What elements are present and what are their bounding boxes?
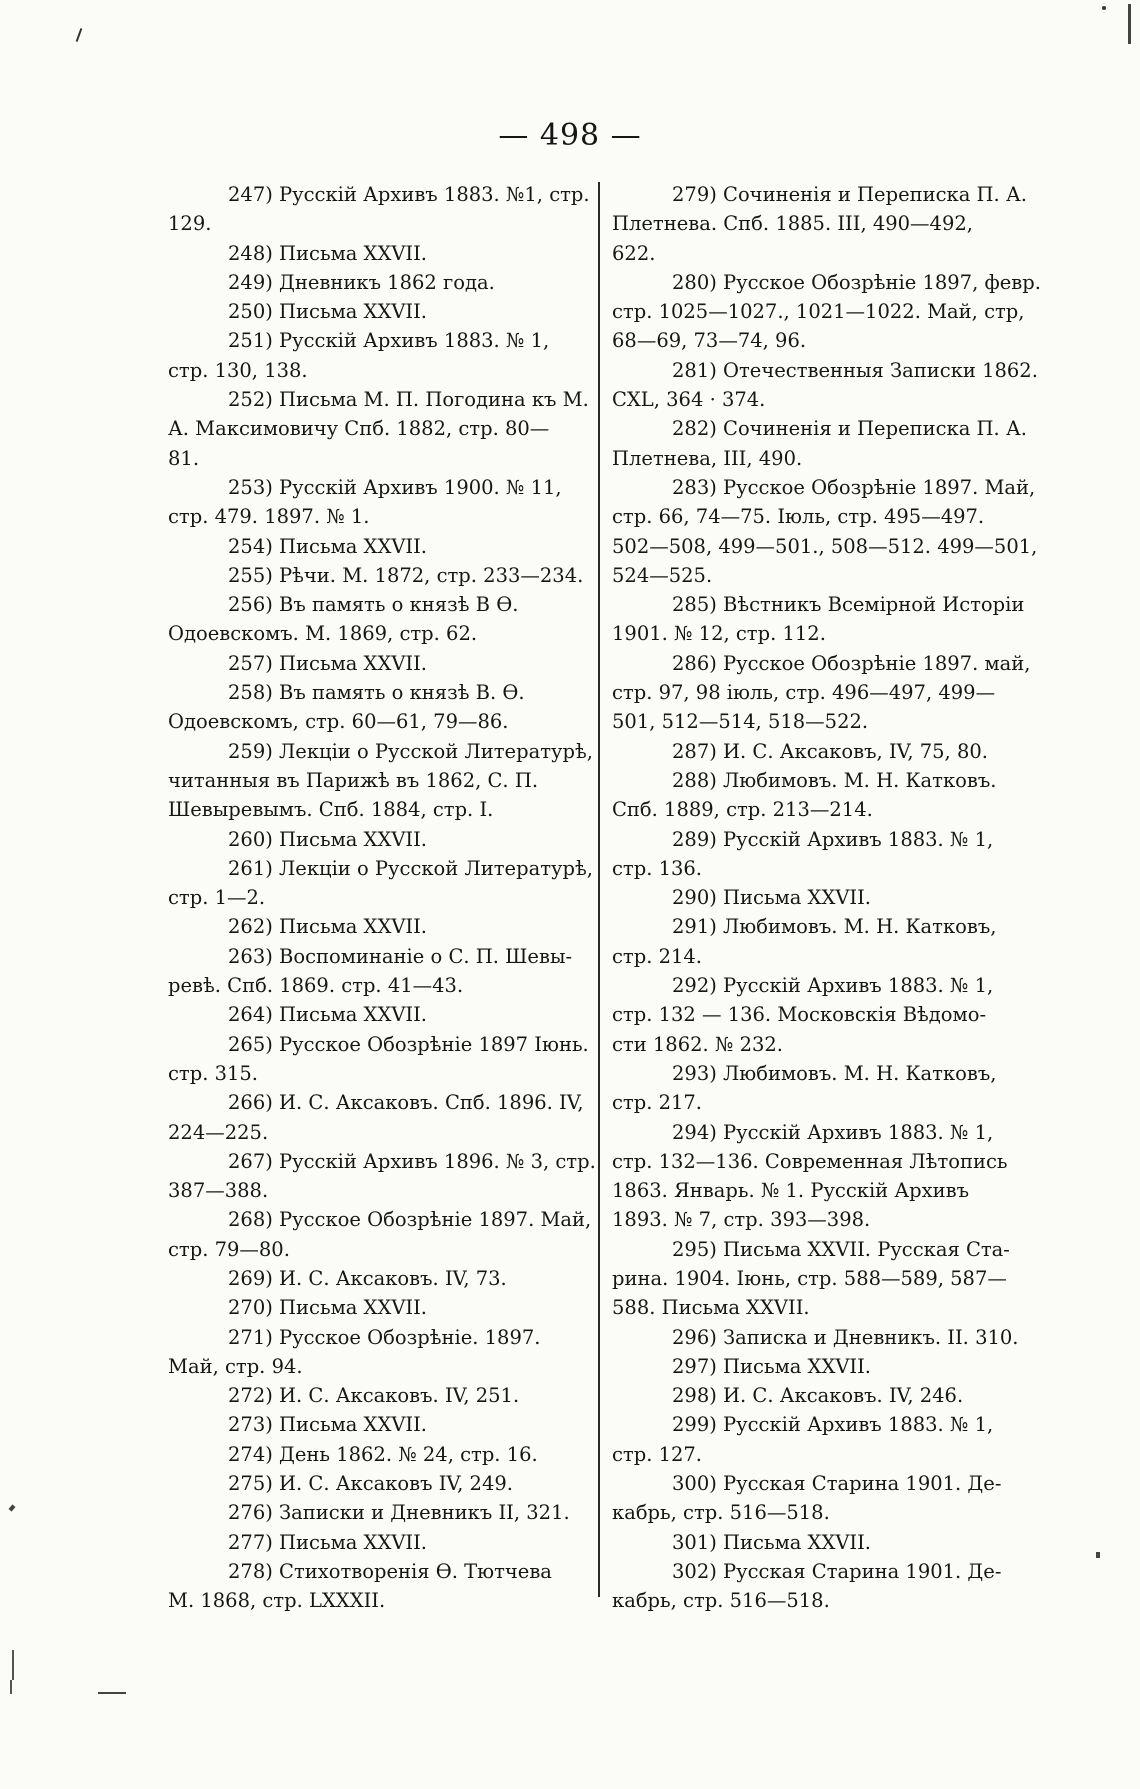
footnote-entry	[612, 473, 1038, 590]
footnote-line: рина. 1904. Іюнь, стр. 588—589, 587—	[612, 1266, 1007, 1290]
footnote-line: 387—388.	[168, 1179, 269, 1203]
footnote-line: 283) Русское Обозрѣніе 1897. Май,	[672, 475, 1036, 499]
footnote-entry	[168, 1147, 596, 1206]
footnote-line: 280) Русское Обозрѣніе 1897, февр.	[672, 270, 1041, 294]
footnote-entry	[612, 766, 1030, 825]
scan-mark	[1128, 4, 1131, 44]
footnote-line: сти 1862. № 232.	[612, 1032, 783, 1056]
footnote-entry	[168, 854, 593, 913]
footnote-line: 268) Русское Обозрѣніе 1897. Май,	[228, 1208, 592, 1232]
footnote-entry	[612, 825, 1030, 884]
footnote-line: ревѣ. Спб. 1869. стр. 41—43.	[168, 974, 464, 998]
scan-mark	[1102, 6, 1106, 10]
footnote-entry	[612, 649, 1030, 737]
footnote-line: 261) Лекціи о Русской Литературѣ,	[228, 856, 593, 880]
footnote-line: 224—225.	[168, 1120, 269, 1144]
footnote-entry	[612, 356, 1038, 415]
footnote-entry	[612, 737, 1030, 766]
footnote-entry	[612, 971, 1030, 1059]
footnote-entry	[168, 1205, 592, 1264]
footnote-line: стр. 1025—1027., 1021—1022. Май, стр,	[612, 300, 1025, 324]
footnote-entry	[612, 1410, 1030, 1469]
column-divider	[598, 182, 600, 1597]
scan-mark	[76, 28, 83, 42]
footnote-line: 252) Письма М. П. Погодина къ М.	[228, 388, 589, 412]
footnote-entry	[168, 1557, 588, 1616]
footnote-line: 269) И. С. Аксаковъ. IV, 73.	[228, 1266, 507, 1290]
footnote-line: стр. 79—80.	[168, 1237, 290, 1261]
footnote-line: 248) Письма XXVII.	[228, 241, 428, 265]
footnote-line: 255) Рѣчи. М. 1872, стр. 233—234.	[228, 563, 584, 587]
footnote-line: стр. 132—136. Современная Лѣтопись	[612, 1149, 1008, 1173]
footnote-line: 274) День 1862. № 24, стр. 16.	[228, 1442, 538, 1466]
footnote-line: стр. 130, 138.	[168, 358, 308, 382]
footnote-line: 502—508, 499—501., 508—512. 499—501,	[612, 534, 1038, 558]
footnote-line: 302) Русская Старина 1901. Де-	[672, 1559, 1002, 1583]
footnote-line: 259) Лекціи о Русской Литературѣ,	[228, 739, 593, 763]
footnote-line: 249) Дневникъ 1862 года.	[228, 270, 495, 294]
footnote-entry	[168, 473, 588, 532]
footnote-entry	[168, 1440, 588, 1469]
footnote-line: 271) Русское Обозрѣніе. 1897.	[228, 1325, 541, 1349]
footnote-line: кабрь, стр. 516—518.	[612, 1589, 830, 1613]
footnote-line: 129.	[168, 212, 212, 236]
footnote-entry	[168, 268, 588, 297]
footnote-line: 301) Письма XXVII.	[672, 1530, 872, 1554]
footnote-entry	[168, 942, 588, 1001]
footnote-entry	[168, 590, 588, 649]
footnote-line: М. 1868, стр. LXXXII.	[168, 1589, 386, 1613]
footnote-line: Спб. 1889, стр. 213—214.	[612, 798, 873, 822]
footnote-line: 287) И. С. Аксаковъ, IV, 75, 80.	[672, 739, 988, 763]
footnote-entry	[612, 912, 1030, 971]
footnote-line: 263) Воспоминаніе о С. П. Шевы-	[228, 944, 573, 968]
footnote-entry	[168, 239, 588, 268]
footnote-entry	[168, 1381, 588, 1410]
footnote-line: стр. 217.	[612, 1091, 703, 1115]
footnote-line: 281) Отечественныя Записки 1862.	[672, 358, 1038, 382]
footnote-line: 265) Русское Обозрѣніе 1897 Іюнь.	[228, 1032, 589, 1056]
footnote-line: 272) И. С. Аксаковъ. IV, 251.	[228, 1384, 520, 1408]
footnote-line: А. Максимовичу Спб. 1882, стр. 80—	[168, 417, 550, 441]
footnote-line: 282) Сочиненія и Переписка П. А.	[672, 417, 1027, 441]
footnote-line: стр. 66, 74—75. Іюль, стр. 495—497.	[612, 505, 985, 529]
footnote-line: 622.	[612, 241, 656, 265]
footnote-line: стр. 97, 98 іюль, стр. 496—497, 499—	[612, 681, 996, 705]
footnote-line: стр. 214.	[612, 944, 703, 968]
footnote-line: 266) И. С. Аксаковъ. Спб. 1896. IV,	[228, 1091, 584, 1115]
footnote-line: 524—525.	[612, 563, 713, 587]
footnote-entry	[168, 825, 588, 854]
scan-mark	[98, 1692, 126, 1694]
footnote-line: 278) Стихотворенія Ѳ. Тютчева	[228, 1559, 552, 1583]
left-column	[168, 180, 596, 1616]
footnote-line: 290) Письма XXVII.	[672, 886, 872, 910]
page-number: — 498 —	[498, 118, 642, 153]
footnote-line: 251) Русскій Архивъ 1883. № 1,	[228, 329, 550, 353]
scan-mark	[9, 1504, 16, 1511]
footnote-entry	[612, 883, 1030, 912]
footnote-line: 1893. № 7, стр. 393—398.	[612, 1208, 871, 1232]
footnote-line: 258) Въ память о князѣ В. Ѳ.	[228, 681, 525, 705]
footnote-entry	[168, 678, 588, 737]
footnote-line: стр. 127.	[612, 1442, 703, 1466]
footnote-line: 286) Русское Обозрѣніе 1897. май,	[672, 651, 1031, 675]
footnote-line: 293) Любимовъ. М. Н. Катковъ,	[672, 1061, 997, 1085]
footnote-line: 501, 512—514, 518—522.	[612, 710, 869, 734]
footnote-line: 297) Письма XXVII.	[672, 1354, 872, 1378]
footnote-entry	[168, 1469, 588, 1498]
footnote-line: 270) Письма XXVII.	[228, 1296, 428, 1320]
footnote-entry	[168, 1000, 588, 1029]
footnote-entry	[168, 180, 588, 239]
footnote-entry	[168, 1498, 588, 1527]
footnote-line: 295) Письма XXVII. Русская Ста-	[672, 1237, 1010, 1261]
footnote-entry	[168, 1323, 588, 1382]
footnote-line: 291) Любимовъ. М. Н. Катковъ,	[672, 915, 997, 939]
footnote-line: 264) Письма XXVII.	[228, 1003, 428, 1027]
footnote-entry	[168, 912, 588, 941]
footnote-line: 289) Русскій Архивъ 1883. № 1,	[672, 827, 994, 851]
footnote-line: 260) Письма XXVII.	[228, 827, 428, 851]
footnote-line: 588. Письма XXVII.	[612, 1296, 810, 1320]
footnote-line: 273) Письма XXVII.	[228, 1413, 428, 1437]
footnote-line: 300) Русская Старина 1901. Де-	[672, 1472, 1002, 1496]
footnote-line: стр. 315.	[168, 1061, 259, 1085]
footnote-line: 276) Записки и Дневникъ II, 321.	[228, 1501, 570, 1525]
footnote-line: стр. 132 — 136. Московскія Вѣдомо-	[612, 1003, 987, 1027]
footnote-line: CXL, 364 · 374.	[612, 388, 766, 412]
footnote-entry	[612, 268, 1041, 356]
scan-mark	[10, 1680, 12, 1694]
footnote-entry	[168, 561, 588, 590]
footnote-line: 257) Письма XXVII.	[228, 651, 428, 675]
footnote-entry	[612, 590, 1030, 649]
footnote-line: 262) Письма XXVII.	[228, 915, 428, 939]
footnote-line: 285) Вѣстникъ Всемірной Исторіи	[672, 593, 1025, 617]
footnote-line: 299) Русскій Архивъ 1883. № 1,	[672, 1413, 994, 1437]
footnote-entry	[612, 1469, 1030, 1528]
footnote-line: 1863. Январь. № 1. Русскій Архивъ	[612, 1179, 970, 1203]
footnote-line: стр. 136.	[612, 856, 703, 880]
footnote-entry	[612, 1352, 1030, 1381]
footnote-line: 68—69, 73—74, 96.	[612, 329, 807, 353]
footnote-line: 253) Русскій Архивъ 1900. № 11,	[228, 475, 562, 499]
footnote-line: 277) Письма XXVII.	[228, 1530, 428, 1554]
footnote-entry	[168, 1528, 588, 1557]
footnote-entry	[612, 1557, 1030, 1616]
footnote-line: 1901. № 12, стр. 112.	[612, 622, 826, 646]
footnote-line: Одоевскомъ, стр. 60—61, 79—86.	[168, 710, 509, 734]
footnote-line: Плетнева. Спб. 1885. III, 490—492,	[612, 212, 973, 236]
footnote-line: 288) Любимовъ. М. Н. Катковъ.	[672, 768, 997, 792]
footnote-line: 247) Русскій Архивъ 1883. №1, стр.	[228, 183, 590, 206]
footnote-entry	[612, 1381, 1030, 1410]
footnote-entry	[168, 385, 588, 473]
footnote-entry	[612, 1235, 1030, 1323]
footnote-line: читанныя въ Парижѣ въ 1862, С. П.	[168, 768, 539, 792]
footnote-line: стр. 1—2.	[168, 886, 266, 910]
footnote-line: 292) Русскій Архивъ 1883. № 1,	[672, 974, 994, 998]
footnote-entry	[168, 1293, 588, 1322]
footnote-line: 296) Записка и Дневникъ. II. 310.	[672, 1325, 1019, 1349]
scan-mark	[1096, 1552, 1100, 1558]
footnote-entry	[612, 1528, 1030, 1557]
right-column	[612, 180, 1041, 1616]
footnote-entry	[168, 1030, 588, 1089]
footnote-line: Одоевскомъ. М. 1869, стр. 62.	[168, 622, 478, 646]
footnote-entry	[168, 649, 588, 678]
footnote-entry	[168, 1410, 588, 1439]
footnote-line: 294) Русскій Архивъ 1883. № 1,	[672, 1120, 994, 1144]
footnote-entry	[612, 1118, 1030, 1235]
scan-mark	[12, 1650, 14, 1680]
footnote-entry	[168, 297, 588, 326]
footnote-line: Шевыревымъ. Спб. 1884, стр. I.	[168, 798, 494, 822]
footnote-line: 256) Въ память о князѣ В Ѳ.	[228, 593, 519, 617]
footnote-line: Плетнева, III, 490.	[612, 446, 803, 470]
footnote-line: 81.	[168, 446, 200, 470]
footnote-line: кабрь, стр. 516—518.	[612, 1501, 830, 1525]
footnote-entry	[612, 180, 1030, 268]
footnote-entry	[612, 1059, 1030, 1118]
footnote-entry	[168, 737, 593, 825]
footnote-entry	[168, 1088, 588, 1147]
footnote-line: 279) Сочиненія и Переписка П. А.	[672, 183, 1027, 206]
footnote-entry	[168, 532, 588, 561]
footnote-line: 275) И. С. Аксаковъ IV, 249.	[228, 1472, 513, 1496]
footnote-entry	[168, 1264, 588, 1293]
footnote-line: 250) Письма XXVII.	[228, 300, 428, 324]
footnote-entry	[168, 326, 588, 385]
footnote-line: Май, стр. 94.	[168, 1354, 303, 1378]
footnote-line: стр. 479. 1897. № 1.	[168, 505, 370, 529]
footnote-line: 298) И. С. Аксаковъ. IV, 246.	[672, 1384, 964, 1408]
footnote-line: 267) Русскій Архивъ 1896. № 3, стр.	[228, 1149, 596, 1173]
footnote-line: 254) Письма XXVII.	[228, 534, 428, 558]
footnote-entry	[612, 414, 1030, 473]
footnote-entry	[612, 1323, 1030, 1352]
